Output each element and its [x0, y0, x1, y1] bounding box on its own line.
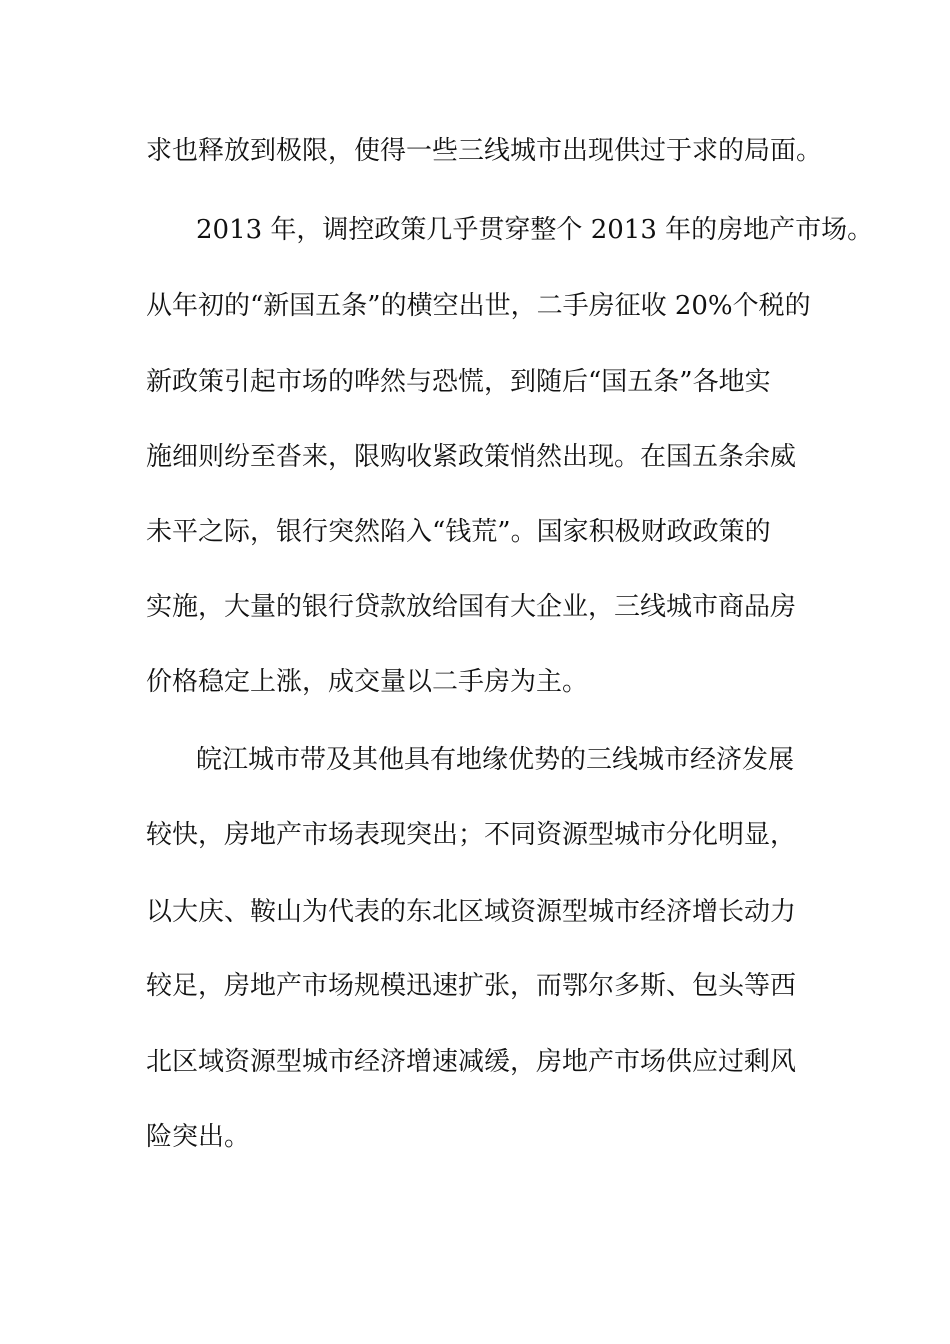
text-line: 价格稳定上涨，成交量以二手房为主。: [146, 667, 589, 697]
text-line: 以大庆、鞍山为代表的东北区域资源型城市经济增长动力: [146, 897, 797, 927]
text-line: 皖江城市带及其他具有地缘优势的三线城市经济发展: [196, 745, 795, 775]
text-line: 较足，房地产市场规模迅速扩张，而鄂尔多斯、包头等西: [146, 971, 797, 1001]
text-line: 2013 年，调控政策几乎贯穿整个 2013 年的房地产市场。: [196, 215, 874, 245]
text-line: 施细则纷至沓来，限购收紧政策悄然出现。在国五条余威: [146, 442, 797, 472]
text-line: 求也释放到极限，使得一些三线城市出现供过于求的局面。: [146, 136, 823, 166]
text-line: 实施，大量的银行贷款放给国有大企业，三线城市商品房: [146, 592, 797, 622]
text-line: 较快，房地产市场表现突出；不同资源型城市分化明显，: [146, 820, 797, 850]
text-line: 未平之际，银行突然陷入“钱荒”。国家积极财政政策的: [146, 517, 771, 547]
text-line: 北区域资源型城市经济增速减缓，房地产市场供应过剩风: [146, 1047, 797, 1077]
text-line: 从年初的“新国五条”的横空出世，二手房征收 20%个税的: [146, 291, 811, 321]
text-line: 险突出。: [146, 1122, 251, 1152]
text-line: 新政策引起市场的哗然与恐慌，到随后“国五条”各地实: [146, 367, 771, 397]
